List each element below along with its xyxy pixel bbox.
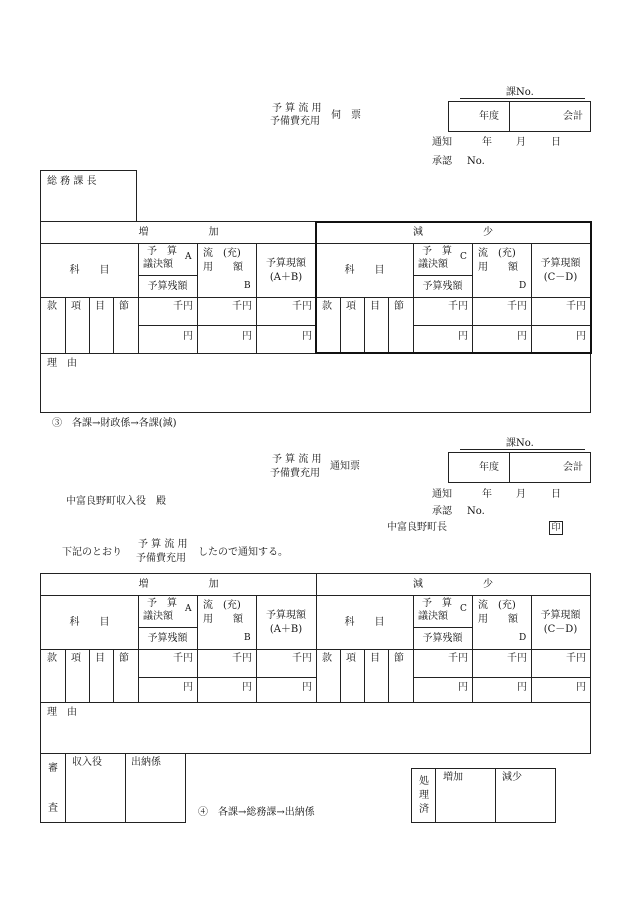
title-line2: 予備費充用: [270, 468, 320, 479]
title-suffix: 伺 票: [331, 110, 361, 121]
yosan-label: 予 算: [422, 246, 452, 257]
kan-label: 款: [47, 301, 57, 312]
genkaku-label: 予算現額: [266, 610, 306, 621]
senen-unit: 千円: [232, 653, 252, 664]
en-unit: 円: [242, 682, 252, 693]
kou-label: 項: [346, 301, 356, 312]
zangaku-label: 予算残額: [147, 633, 188, 644]
shinsa-label-1: 審: [48, 763, 58, 774]
riyu-label: 理 由: [47, 707, 77, 718]
notice-prefix: 下記のとおり: [62, 547, 122, 558]
senen-unit: 千円: [566, 653, 586, 664]
title-suffix: 通知票: [330, 461, 360, 472]
zouka-label: 増加: [443, 772, 463, 783]
notice-suffix: したので通知する。: [198, 547, 288, 558]
somu-kacho-box: [40, 170, 137, 222]
title-line2: 予備費充用: [270, 116, 320, 127]
shorizumi-label-2: 理: [419, 790, 429, 801]
giketsu-label: 議決額: [418, 611, 448, 622]
mark-b: B: [244, 633, 251, 643]
moku-label: 目: [370, 301, 380, 312]
nen-label: 年: [482, 489, 492, 500]
mark-d: D: [519, 633, 527, 643]
ryu-gaku-label: 用 額: [478, 614, 518, 625]
yosan-label: 予 算: [147, 246, 177, 257]
no-label: No.: [467, 156, 485, 167]
nendo-box: [448, 101, 591, 132]
senen-unit: 千円: [448, 301, 468, 312]
moku-label: 目: [370, 653, 380, 664]
ryu-label: 流 (充): [203, 600, 241, 611]
shorizumi-label-3: 済: [419, 804, 429, 815]
senen-unit: 千円: [507, 301, 527, 312]
kamoku-label: 科 目: [69, 265, 110, 276]
kou-label: 項: [71, 653, 81, 664]
shinsa-label-2: 査: [48, 803, 58, 814]
seal-icon: 印: [549, 521, 563, 535]
riyu-label: 理 由: [47, 358, 77, 369]
ka-no-label: 課No.: [506, 87, 534, 98]
giketsu-label: 議決額: [418, 259, 448, 270]
decrease-header: 減 少: [413, 227, 493, 238]
kan-label: 款: [322, 653, 332, 664]
notice-title-line2: 予備費充用: [136, 553, 186, 564]
mark-d: D: [519, 281, 527, 291]
kamoku-label: 科 目: [69, 617, 110, 628]
en-unit: 円: [183, 331, 193, 342]
kaikei-label: 会計: [563, 111, 583, 122]
setsu-label: 節: [119, 301, 129, 312]
chocho-label: 中富良野町長: [387, 522, 447, 533]
genkaku-label: 予算現額: [266, 258, 306, 269]
genkaku-ab: (A＋B): [269, 272, 303, 283]
tsuki-label: 月: [516, 489, 526, 500]
route-note: ④ 各課→総務課→出納係: [198, 807, 315, 818]
genshou-label: 減少: [502, 772, 522, 783]
mark-a: A: [185, 604, 192, 614]
kamoku-label: 科 目: [344, 265, 385, 276]
en-unit: 円: [242, 331, 252, 342]
zangaku-label: 予算残額: [422, 633, 463, 644]
suitou-label: 出納係: [131, 757, 161, 768]
setsu-label: 節: [119, 653, 129, 664]
kan-label: 款: [322, 301, 332, 312]
decrease-header: 減 少: [413, 579, 493, 590]
decrease-highlight-frame: [315, 221, 592, 354]
kou-label: 項: [346, 653, 356, 664]
tsuchi-label: 通知: [432, 489, 452, 500]
mark-a: A: [185, 252, 192, 262]
kan-label: 款: [47, 653, 57, 664]
senen-unit: 千円: [292, 301, 312, 312]
nendo-label: 年度: [479, 111, 499, 122]
en-unit: 円: [576, 331, 586, 342]
en-unit: 円: [458, 682, 468, 693]
nen-label: 年: [482, 137, 492, 148]
genkaku-ab: (A＋B): [269, 624, 303, 635]
senen-unit: 千円: [292, 653, 312, 664]
ryu-gaku-label: 用 額: [478, 262, 518, 273]
senen-unit: 千円: [232, 301, 252, 312]
ryu-gaku-label: 用 額: [203, 262, 243, 273]
genkaku-cd: (C－D): [543, 272, 578, 283]
zangaku-label: 予算残額: [147, 281, 188, 292]
senen-unit: 千円: [566, 301, 586, 312]
en-unit: 円: [517, 682, 527, 693]
shinsa-box: [40, 753, 186, 823]
ka-no-label: 課No.: [506, 438, 534, 449]
bottom-table: [40, 573, 591, 754]
en-unit: 円: [517, 331, 527, 342]
no-label: No.: [467, 506, 485, 517]
giketsu-label: 議決額: [143, 611, 173, 622]
giketsu-label: 議決額: [143, 259, 173, 270]
setsu-label: 節: [394, 653, 404, 664]
hi-label: 日: [551, 137, 561, 148]
mark-c: C: [460, 604, 467, 614]
setsu-label: 節: [394, 301, 404, 312]
senen-unit: 千円: [173, 301, 193, 312]
nendo-box: [448, 452, 591, 483]
ryu-gaku-label: 用 額: [203, 614, 243, 625]
genkaku-label: 予算現額: [540, 258, 581, 269]
title-line1: 予 算 流 用: [272, 103, 322, 114]
shorizumi-box: [411, 768, 556, 823]
mark-b: B: [244, 281, 251, 291]
increase-header: 増 加: [138, 579, 219, 590]
kaikei-label: 会計: [563, 462, 583, 473]
yosan-label: 予 算: [147, 598, 177, 609]
hi-label: 日: [551, 489, 561, 500]
route-note: ③ 各課→財政係→各課(減): [52, 418, 177, 429]
tsuki-label: 月: [516, 137, 526, 148]
nendo-label: 年度: [479, 462, 499, 473]
kamoku-label: 科 目: [344, 617, 385, 628]
genkaku-cd: (C－D): [543, 624, 578, 635]
notice-title-line1: 予 算 流 用: [138, 539, 188, 550]
yosan-label: 予 算: [422, 598, 452, 609]
title-line1: 予 算 流 用: [272, 454, 322, 465]
en-unit: 円: [302, 682, 312, 693]
senen-unit: 千円: [507, 653, 527, 664]
moku-label: 目: [95, 301, 105, 312]
zangaku-label: 予算残額: [422, 281, 463, 292]
shonin-label: 承認: [432, 156, 452, 167]
shorizumi-label-1: 処: [419, 776, 429, 787]
en-unit: 円: [458, 331, 468, 342]
en-unit: 円: [302, 331, 312, 342]
moku-label: 目: [95, 653, 105, 664]
senen-unit: 千円: [173, 653, 193, 664]
en-unit: 円: [183, 682, 193, 693]
genkaku-label: 予算現額: [540, 610, 581, 621]
shunyuyaku-label: 収入役: [72, 757, 102, 768]
ryu-label: 流 (充): [478, 600, 516, 611]
kou-label: 項: [71, 301, 81, 312]
tsuchi-label: 通知: [432, 137, 452, 148]
shonin-label: 承認: [432, 506, 452, 517]
senen-unit: 千円: [448, 653, 468, 664]
addressee: 中富良野町収入役 殿: [66, 496, 166, 507]
increase-header: 増 加: [138, 227, 219, 238]
ryu-label: 流 (充): [478, 248, 516, 259]
en-unit: 円: [576, 682, 586, 693]
mark-c: C: [460, 252, 467, 262]
somu-kacho-label: 総 務 課 長: [47, 176, 97, 187]
ryu-label: 流 (充): [203, 248, 241, 259]
